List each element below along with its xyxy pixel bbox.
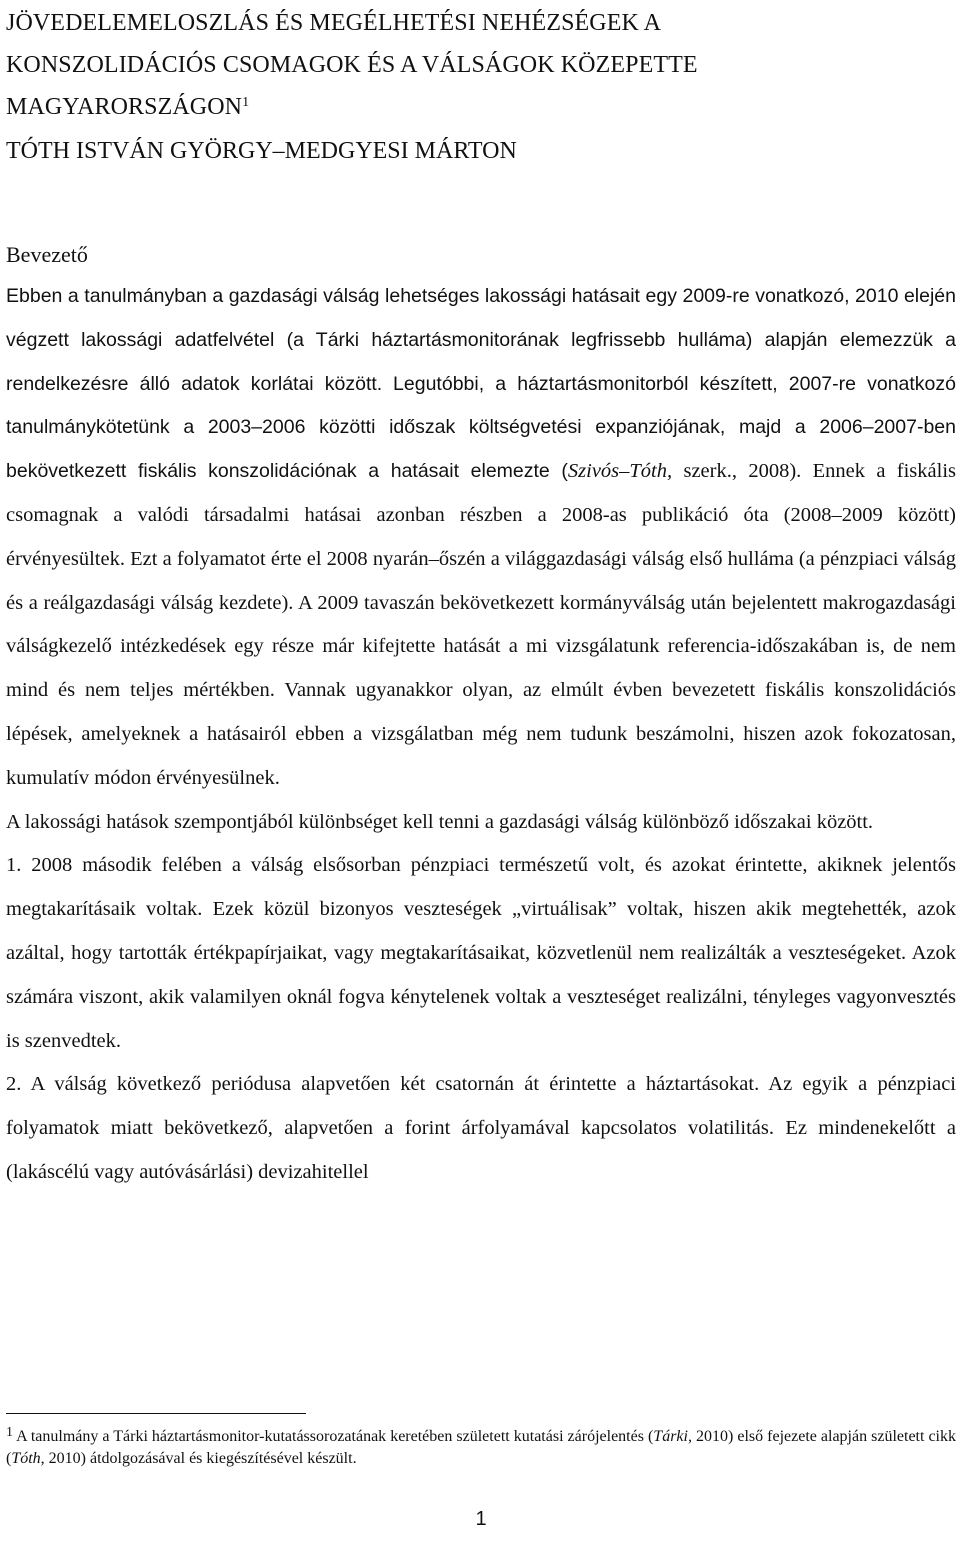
sentence: Ebben a tanulmányban a gazdasági válság lehetséges lakossági hatásait egy 2009-re vonatkozó, 2010 elején végzett lakossági adatfelvétel (a Tárki háztartásmonitorának legfrissebb hulláma) alapján elemezzük a rendelkezésre álló adatok korlátai között. (6, 285, 956, 395)
paragraph (6, 275, 956, 801)
sentence: Ezek közül bizonyos veszteségek „virtuálisak” voltak, hiszen akik megtehették, azok azáltal, hogy tartották értékpapírjaikat, vagy megtakarításaikat, közvetlenül nem realizálták a veszteségeket. (6, 898, 956, 964)
paragraph (6, 1063, 956, 1194)
sentence: Azok számára viszont, akik valamilyen oknál fogva kénytelenek voltak a veszteséget realizálni, tényleges vagyonvesztés is szenvedtek. (6, 941, 957, 1052)
title-line: KONSZOLIDÁCIÓS CSOMAGOK ÉS A VÁLSÁGOK KÖZEPETTE (6, 52, 698, 78)
footnote-text: 2010) első fejezete alapján született cikk ( (6, 1428, 957, 1467)
sentence: Vannak ugyanakkor olyan, az elmúlt évben bevezetett fiskális konszolidációs lépések, amelyeknek a hatásairól ebben a vizsgálatban még nem tudunk beszámolni, hiszen azok fokozatosan, kumulatív módon érvényesülnek. (6, 679, 956, 789)
paragraph: A lakossági hatások szempontjából különbséget kell tenni a gazdasági válság különböző időszakai között. (6, 810, 874, 833)
sentence: Ez mindenekelőtt a (lakáscélú vagy autóvásárlási) devizahitellel (6, 1117, 956, 1183)
sentence: Ezt a folyamatot érte el 2008 nyarán–őszén a világgazdasági válság első hulláma (a pénzpiaci válság és a reálgazdasági válság kezdete). (6, 547, 957, 614)
title-line: JÖVEDELEMELOSZLÁS ÉS MEGÉLHETÉSI NEHÉZSÉGEK A (6, 10, 662, 36)
sentence: Az egyik a pénzpiaci folyamatok miatt bekövetkező, alapvetően a forint árfolyamával kapcsolatos volatilitás. (6, 1073, 956, 1140)
footnote (6, 1426, 956, 1470)
section-heading: Bevezető (6, 242, 88, 267)
body-text (6, 275, 956, 1195)
citation: Szivós–Tóth, (567, 460, 673, 483)
sentence: A 2009 tavaszán bekövetkezett kormányválság után bejelentett makrogazdasági válságkezelő intézkedések egy része már kifejtette hatását a mi vizsgálatunk referencia-időszakában is, de nem mind és nem teljes mértékben. (6, 591, 956, 702)
footnote-number: 1 (6, 1425, 13, 1440)
footnote-text: A tanulmány a Tárki háztartásmonitor-kutatássorozatának keretében született kutatási zárójelentés ( (16, 1428, 654, 1445)
footnote-citation: Tárki, (653, 1428, 692, 1445)
paragraph (6, 844, 956, 1063)
sentence: Legutóbbi, a háztartásmonitorból készített, 2007-re vonatkozó tanulmánykötetünk a 2003–2006 közötti időszak költségvetési expanziójának, majd a 2006–2007-ben bekövetkezett fiskális konszolidációnak a hatásait elemezte ( (6, 372, 956, 483)
article-title (6, 2, 698, 128)
footnote-text: , 2010) átdolgozásával és kiegészítésével készült. (40, 1450, 357, 1467)
title-line-text: MAGYARORSZÁGON (6, 94, 243, 120)
footnote-citation: Tóth (11, 1450, 41, 1467)
author-line: TÓTH ISTVÁN GYÖRGY–MEDGYESI MÁRTON (6, 138, 517, 164)
title-line (6, 86, 698, 128)
footnote-divider (6, 1413, 306, 1414)
sentence: 2. A válság következő periódusa alapvetően két csatornán át érintette a háztartásokat. (6, 1073, 760, 1096)
sentence: 1. 2008 második felében a válság elsősorban pénzpiaci természetű volt, és azokat érintette, akiknek jelentős megtakarításaik voltak. (6, 854, 956, 921)
page-number: 1 (475, 1508, 487, 1530)
sentence: szerk., 2008). Ennek a fiskális csomagnak a valódi társadalmi hatásai azonban részben a 2008-as publikáció óta (2008–2009 között) érvényesültek. (6, 460, 956, 570)
footnote-marker[interactable]: 1 (242, 95, 250, 110)
